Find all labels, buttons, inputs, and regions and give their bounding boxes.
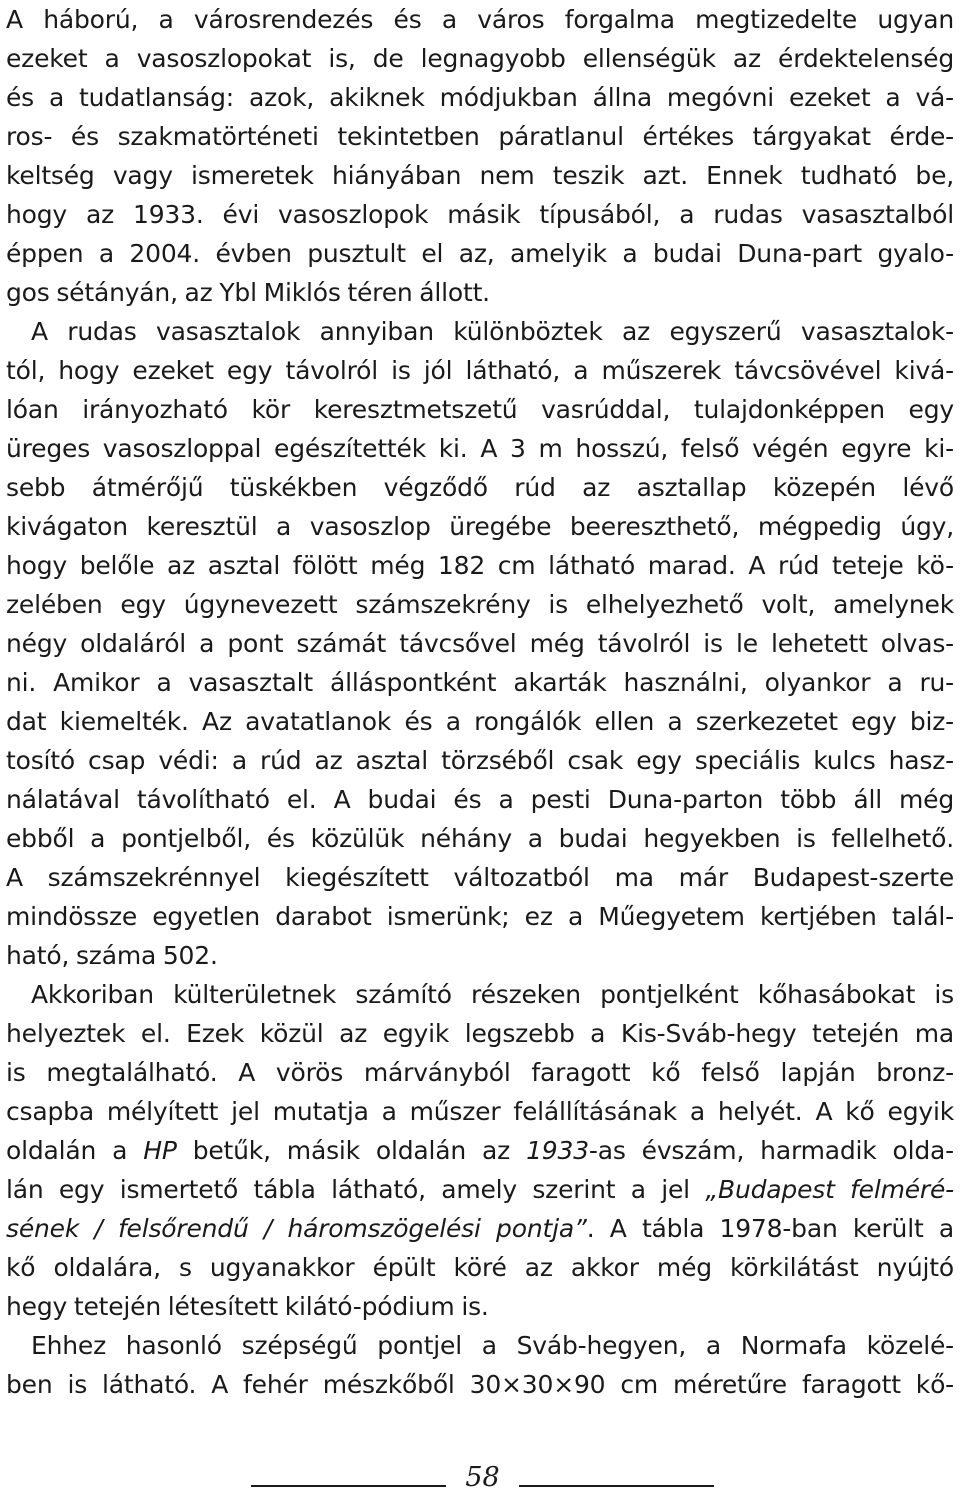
page-number: 58 — [465, 1462, 500, 1493]
text-line: A számszekrénnyel kiegészített változatból ma már Budapest-szerte — [6, 863, 954, 892]
text-line: tosító csap védi: a rúd az asztal törzséből csak egy speciális kulcs hasz- — [6, 746, 954, 775]
text-line: ható, száma 502. — [6, 941, 218, 970]
text-line: és a tudatlanság: azok, akiknek módjukban állna megóvni ezeket a vá- — [6, 83, 954, 112]
italic-text: sének / felsőrendű / háromszögelési pontja” — [6, 1214, 587, 1243]
text-line: Ehhez hasonló szépségű pontjel a Sváb-hegyen, a Normafa közelé- — [31, 1331, 954, 1360]
footer-rule-left — [251, 1485, 446, 1487]
text-line: éppen a 2004. évben pusztult el az, amelyik a budai Duna-part gyalo- — [6, 239, 954, 268]
text-line: üreges vasoszloppal egészítették ki. A 3 m hosszú, felső végén egyre ki- — [6, 434, 954, 463]
text-run: . A tábla 1978-ban került a — [586, 1214, 954, 1243]
text-line: nálatával távolítható el. A budai és a pesti Duna-parton több áll még — [6, 785, 954, 814]
text-line: tól, hogy ezeket egy távolról is jól látható, a műszerek távcsövével kivá- — [6, 356, 954, 385]
text-line: ros- és szakmatörténeti tekintetben páratlanul értékes tárgyakat érde- — [6, 122, 954, 151]
text-line: négy oldaláról a pont számát távcsővel még távolról is le lehetett olvas- — [6, 629, 954, 658]
text-run: lán egy ismertető tábla látható, amely szerint a jel — [6, 1175, 706, 1204]
text-line: A rudas vasasztalok annyiban különböztek az egyszerű vasasztalok- — [31, 317, 954, 346]
text-line: keltség vagy ismeretek hiányában nem teszik azt. Ennek tudható be, — [6, 161, 954, 190]
text-line: ezeket a vasoszlopokat is, de legnagyobb ellenségük az érdektelenség — [6, 44, 954, 73]
text-run: oldalán a — [6, 1136, 144, 1165]
text-line: helyeztek el. Ezek közül az egyik legszebb a Kis-Sváb-hegy tetején ma — [6, 1019, 954, 1048]
text-line: ben is látható. A fehér mészkőből 30×30×90 cm méretűre faragott kő- — [6, 1370, 954, 1399]
text-line: ni. Amikor a vasasztalt álláspontként akarták használni, olyankor a ru- — [6, 668, 954, 697]
italic-text: HP — [143, 1136, 177, 1165]
text-line — [6, 1209, 954, 1248]
footer-rule-right — [519, 1485, 714, 1487]
text-line: A háború, a városrendezés és a város forgalma megtizedelte ugyan — [6, 5, 954, 34]
text-line: ebből a pontjelből, és közülük néhány a budai hegyekben is fellelhető. — [6, 824, 954, 853]
italic-text: 1933 — [526, 1136, 589, 1165]
page-body — [6, 0, 954, 1404]
text-line: zelében egy úgynevezett számszekrény is elhelyezhető volt, amelynek — [6, 590, 954, 619]
italic-text: „Budapest felméré- — [705, 1175, 954, 1204]
text-line: is megtalálható. A vörös márványból faragott kő felső lapján bronz- — [6, 1058, 954, 1087]
text-line: kivágaton keresztül a vasoszlop üregébe beereszthető, mégpedig úgy, — [6, 512, 954, 541]
text-line: lóan irányozható kör keresztmetszetű vasrúddal, tulajdonképpen egy — [6, 395, 954, 424]
text-line: csapba mélyített jel mutatja a műszer felállításának a helyét. A kő egyik — [6, 1097, 954, 1126]
page-footer — [0, 1460, 960, 1493]
text-line: hegy tetején létesített kilátó-pódium is. — [6, 1292, 489, 1321]
text-line: sebb átmérőjű tüskékben végződő rúd az asztallap közepén lévő — [6, 473, 954, 502]
text-line: gos sétányán, az Ybl Miklós téren állott. — [6, 278, 490, 307]
text-line — [6, 1170, 954, 1209]
text-run: betűk, másik oldalán az — [176, 1136, 527, 1165]
main-text — [6, 0, 954, 1404]
text-line: hogy belőle az asztal fölött még 182 cm látható marad. A rúd teteje kö- — [6, 551, 954, 580]
text-line: hogy az 1933. évi vasoszlopok másik típusából, a rudas vasasztalból — [6, 200, 954, 229]
text-line: kő oldalára, s ugyanakkor épült köré az akkor még körkilátást nyújtó — [6, 1253, 954, 1282]
text-line: mindössze egyetlen darabot ismerünk; ez a Műegyetem kertjében talál- — [6, 902, 954, 931]
text-run: -as évszám, harmadik olda- — [588, 1136, 954, 1165]
text-line: dat kiemelték. Az avatatlanok és a rongálók ellen a szerkezetet egy biz- — [6, 707, 954, 736]
text-line — [6, 1131, 954, 1170]
text-line: Akkoriban külterületnek számító részeken pontjelként kőhasábokat is — [31, 980, 954, 1009]
